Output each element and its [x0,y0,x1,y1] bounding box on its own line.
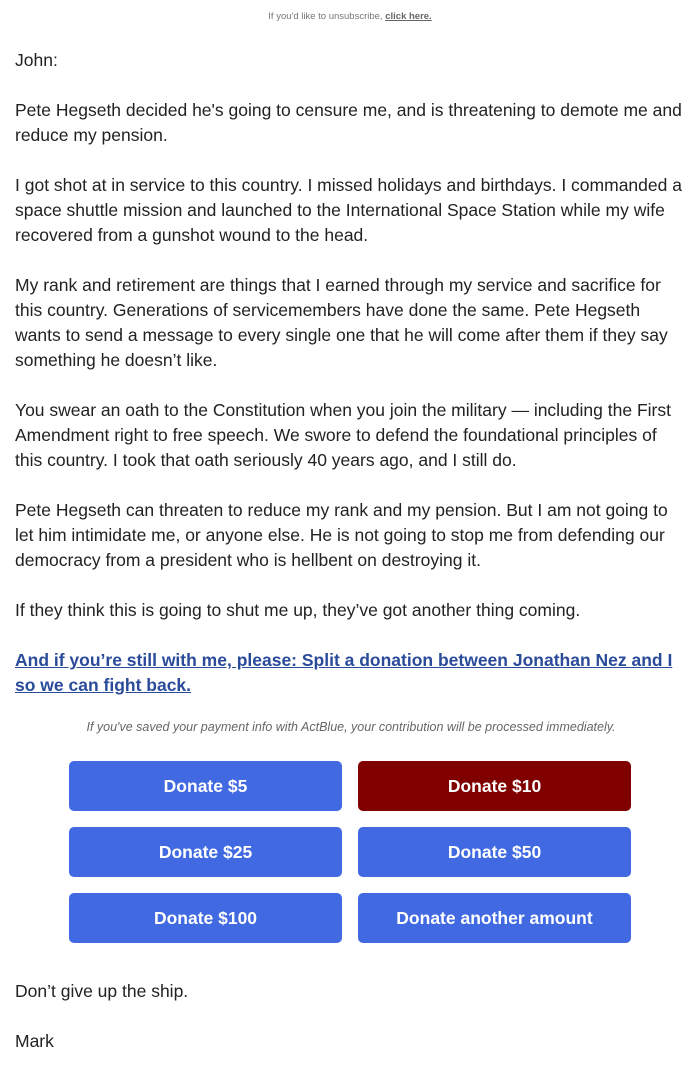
closing-line: Don’t give up the ship. [15,981,189,1001]
paragraph-4: You swear an oath to the Constitution when you join the military — including the First Amendment right to free speech. We swore to defend the foundational principles of this country. I took that oath seriously 40 years ago, and I still do. [15,400,671,470]
donate-100-button[interactable]: Donate $100 [69,893,342,943]
signature: Mark [15,1031,54,1051]
donation-link[interactable]: And if you’re still with me, please: Split a donation between Jonathan Nez and I so we can fight back. [15,650,673,695]
paragraph-6: If they think this is going to shut me up, they’ve got another thing coming. [15,600,581,620]
unsubscribe-text: If you'd like to unsubscribe, [268,11,386,22]
paragraph-1: Pete Hegseth decided he's going to censure me, and is threatening to demote me and reduce my pension. [15,100,682,145]
donate-25-button[interactable]: Donate $25 [69,827,342,877]
donate-10-button[interactable]: Donate $10 [358,761,631,811]
cta-paragraph [15,648,687,698]
donate-50-button[interactable]: Donate $50 [358,827,631,877]
email-body [15,48,687,1079]
greeting: John: [15,50,58,70]
unsubscribe-link[interactable]: click here. [385,11,432,22]
donate-button-grid [15,761,687,943]
unsubscribe-notice [0,11,700,22]
actblue-note: If you've saved your payment info with ActBlue, your contribution will be processed immediately. [86,720,616,734]
donate-other-amount-button[interactable]: Donate another amount [358,893,631,943]
donate-5-button[interactable]: Donate $5 [69,761,342,811]
paragraph-3: My rank and retirement are things that I earned through my service and sacrifice for this country. Generations of servicemembers have done the same. Pete Hegseth wants to send a message to every single one that he will come after them if they say something he doesn’t like. [15,275,668,370]
paragraph-5: Pete Hegseth can threaten to reduce my rank and my pension. But I am not going to let him intimidate me, or anyone else. He is not going to stop me from defending our democracy from a president who is hellbent on destroying it. [15,500,668,570]
paragraph-2: I got shot at in service to this country. I missed holidays and birthdays. I commanded a space shuttle mission and launched to the International Space Station while my wife recovered from a gunshot wound to the head. [15,175,682,245]
